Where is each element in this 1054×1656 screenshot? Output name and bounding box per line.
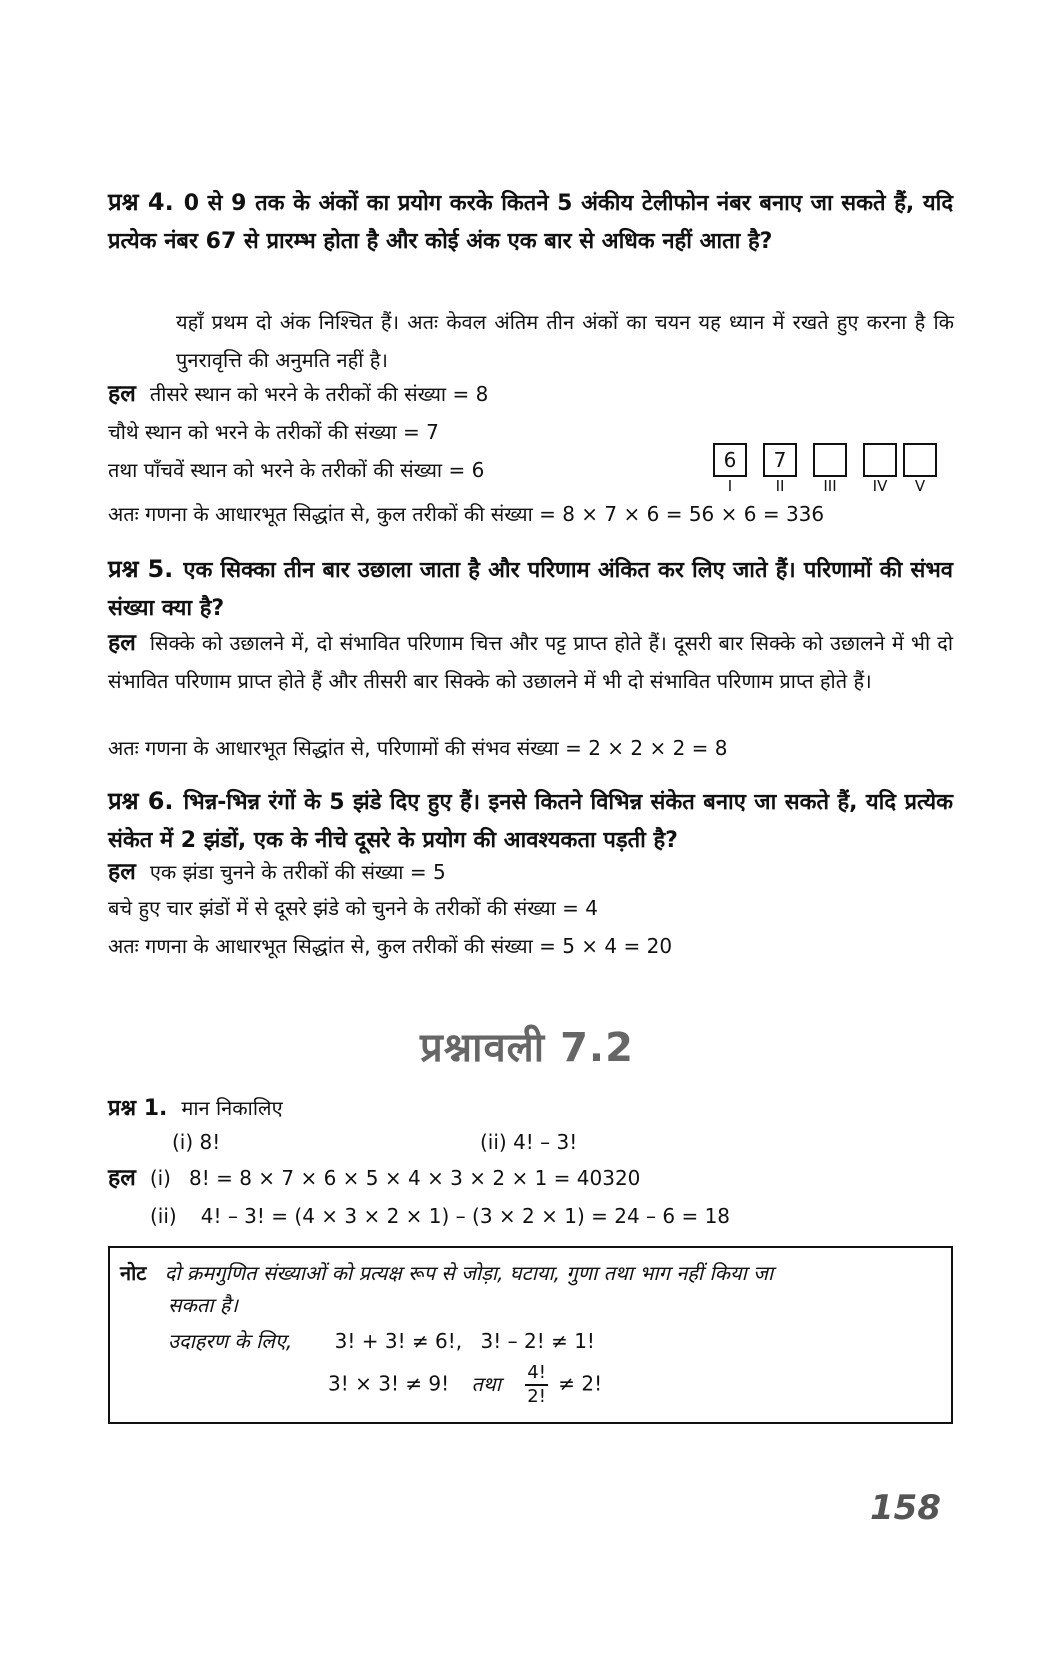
solution-label: हल — [108, 630, 136, 656]
note-text-1: दो क्रमगुणित संख्याओं को प्रत्यक्ष रूप से जोड़ा, घटाया, गुणा तथा भाग नहीं किया जा — [164, 1261, 774, 1285]
question-5-conclusion: अतः गणना के आधारभूत सिद्धांत से, परिणामों की संभव संख्या = 2 × 2 × 2 = 8 — [108, 736, 728, 760]
place-box-2: 7 — [763, 443, 797, 477]
q6-line1-text: एक झंडा चुनने के तरीकों की संख्या = 5 — [149, 860, 446, 884]
note-example-line — [168, 1324, 595, 1358]
note-fraction — [525, 1362, 548, 1408]
question-6 — [108, 782, 953, 860]
note-example-2: 3! – 2! ≠ 1! — [480, 1329, 595, 1353]
question-4-text: 0 से 9 तक के अंकों का प्रयोग करके कितने 5 अंकीय टेलीफोन नंबर बनाए जा सकते हैं, यदि प्रत्येक नंबर 67 से प्रारम्भ होता है और कोई अंक एक बार से अधिक नहीं आता है? — [108, 191, 953, 254]
digit-place-boxes — [713, 443, 953, 499]
note-example-label: उदाहरण के लिए, — [168, 1329, 293, 1353]
note-line-1 — [120, 1256, 773, 1290]
note-line-2: सकता है। — [168, 1293, 239, 1317]
q4-line1-text: तीसरे स्थान को भरने के तरीकों की संख्या = 8 — [149, 382, 489, 406]
note-label: नोट — [120, 1261, 147, 1285]
place-box-5 — [903, 443, 937, 477]
question-6-solution-line-1 — [108, 854, 953, 890]
exercise-solution-i — [108, 1160, 953, 1196]
question-4 — [108, 183, 953, 261]
note-example-line-2 — [328, 1362, 602, 1408]
question-4-label: प्रश्न 4. — [108, 188, 174, 216]
exercise-solution-ii — [150, 1198, 730, 1234]
place-box-4 — [863, 443, 897, 477]
solution-ii-label: (ii) — [150, 1204, 177, 1228]
note-example-3: 3! × 3! ≠ 9! — [328, 1371, 450, 1396]
question-5-text: एक सिक्का तीन बार उछाला जाता है और परिणाम अंकित कर लिए जाते हैं। परिणामों की संभव संख्या क्या है? — [108, 558, 954, 621]
question-4-hint: यहाँ प्रथम दो अंक निश्चित हैं। अतः केवल अंतिम तीन अंकों का चयन यह ध्यान में रखते हुए करना है कि पुनरावृत्ति की अनुमति नहीं है। — [176, 310, 954, 372]
question-5-solution — [108, 624, 953, 700]
exercise-part-ii: (ii) 4! – 3! — [480, 1130, 578, 1154]
page-number: 158 — [870, 1488, 941, 1528]
place-box-1: 6 — [713, 443, 747, 477]
exercise-part-i: (i) 8! — [172, 1130, 221, 1154]
question-6-conclusion: अतः गणना के आधारभूत सिद्धांत से, कुल तरीकों की संख्या = 5 × 4 = 20 — [108, 934, 673, 958]
place-label-4: IV — [872, 477, 888, 495]
question-4-solution-line-1 — [108, 376, 953, 412]
q5-solution-text: सिक्के को उछालने में, दो संभावित परिणाम चित्त और पट्ट प्राप्त होते हैं। दूसरी बार सिक्के को उछालने में भी दो संभावित परिणाम प्राप्त होते हैं और तीसरी बार सिक्के को उछालने में भी दो संभावित परिणाम प्राप्त होते हैं। — [108, 631, 953, 693]
solution-i-label: (i) — [149, 1166, 171, 1190]
exercise-title: प्रश्नावली 7.2 — [420, 1025, 634, 1071]
solution-label: हल — [108, 859, 136, 885]
question-6-text: भिन्न-भिन्न रंगों के 5 झंडे दिए हुए हैं। इनसे कितने विभिन्न संकेत बनाए जा सकते हैं, यदि प्रत्येक संकेत में 2 झंडों, एक के नीचे दूसरे के प्रयोग की आवश्यकता पड़ती है? — [108, 790, 954, 853]
place-box-3 — [813, 443, 847, 477]
note-box — [108, 1246, 953, 1424]
place-label-3: III — [823, 477, 837, 495]
question-6-label: प्रश्न 6. — [108, 787, 174, 815]
place-label-5: V — [914, 477, 926, 495]
exercise-question-1 — [108, 1090, 953, 1127]
solution-ii-text: 4! – 3! = (4 × 3 × 2 × 1) – (3 × 2 × 1) = 24 – 6 = 18 — [200, 1204, 731, 1228]
fraction-denominator: 2! — [527, 1386, 546, 1407]
exercise-question-1-text: मान निकालिए — [181, 1096, 283, 1120]
note-tatha: तथा — [471, 1371, 501, 1396]
question-5 — [108, 550, 953, 628]
fraction-numerator: 4! — [525, 1362, 548, 1386]
question-6-solution-line-2: बचे हुए चार झंडों में से दूसरे झंडे को चुनने के तरीकों की संख्या = 4 — [108, 896, 598, 920]
place-label-2: II — [775, 477, 785, 495]
question-5-label: प्रश्न 5. — [108, 555, 174, 583]
note-fraction-rest: ≠ 2! — [558, 1371, 603, 1396]
solution-label: हल — [108, 1165, 136, 1191]
place-label-1: I — [727, 477, 733, 495]
exercise-question-1-label: प्रश्न 1. — [108, 1096, 168, 1121]
question-4-solution-line-3: तथा पाँचवें स्थान को भरने के तरीकों की संख्या = 6 — [108, 458, 485, 482]
solution-i-text: 8! = 8 × 7 × 6 × 5 × 4 × 3 × 2 × 1 = 40320 — [188, 1166, 641, 1190]
solution-label: हल — [108, 381, 136, 407]
question-4-solution-line-2: चौथे स्थान को भरने के तरीकों की संख्या = 7 — [108, 420, 439, 444]
question-4-conclusion: अतः गणना के आधारभूत सिद्धांत से, कुल तरीकों की संख्या = 8 × 7 × 6 = 56 × 6 = 336 — [108, 502, 825, 526]
note-example-1: 3! + 3! ≠ 6!, — [334, 1329, 463, 1353]
